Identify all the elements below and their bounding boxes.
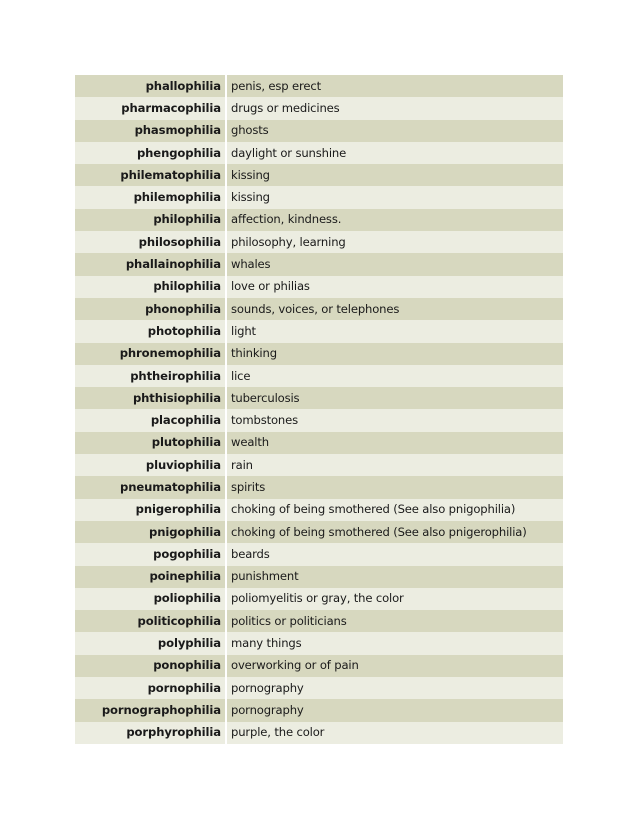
term-cell: polyphilia [75, 632, 226, 654]
table-row [75, 97, 563, 119]
table-row [75, 231, 563, 253]
term-cell: phengophilia [75, 142, 226, 164]
definition-cell: kissing [231, 190, 270, 205]
definition-cell: spirits [231, 479, 266, 494]
definition-cell: pornography [231, 702, 304, 717]
table-row [75, 722, 563, 744]
definition-cell: sounds, voices, or telephones [231, 301, 400, 316]
table-row [75, 75, 563, 97]
table-row [75, 677, 563, 699]
term-cell: phonophilia [75, 298, 226, 320]
definition-cell: love or philias [231, 279, 310, 294]
definition-cell: penis, esp erect [231, 78, 321, 93]
definition-cell: rain [231, 457, 253, 472]
term-cell: politicophilia [75, 610, 226, 632]
term-cell: phronemophilia [75, 343, 226, 365]
definition-cell: ghosts [231, 123, 269, 138]
term-cell: ponophilia [75, 655, 226, 677]
term-cell: pogophilia [75, 543, 226, 565]
definition-cell: philosophy, learning [231, 234, 346, 249]
definition-cell: punishment [231, 569, 299, 584]
definition-cell: overworking or of pain [231, 658, 359, 673]
definition-cell: tuberculosis [231, 390, 300, 405]
term-cell: placophilia [75, 409, 226, 431]
table-row [75, 387, 563, 409]
definition-cell: kissing [231, 167, 270, 182]
definition-cell: poliomyelitis or gray, the color [231, 591, 404, 606]
definition-cell: drugs or medicines [231, 100, 340, 115]
term-cell: porphyrophilia [75, 722, 226, 744]
table-row [75, 566, 563, 588]
definition-cell: beards [231, 546, 270, 561]
table-row [75, 588, 563, 610]
term-cell: poinephilia [75, 566, 226, 588]
table-row [75, 276, 563, 298]
table-row [75, 632, 563, 654]
table-row [75, 521, 563, 543]
term-cell: philemophilia [75, 186, 226, 208]
table-row [75, 320, 563, 342]
term-cell: pnigerophilia [75, 499, 226, 521]
definition-cell: light [231, 323, 256, 338]
term-cell: phallophilia [75, 75, 226, 97]
table-row [75, 253, 563, 275]
definition-cell: choking of being smothered (See also pnigophilia) [231, 502, 516, 517]
term-cell: pnigophilia [75, 521, 226, 543]
table-row [75, 209, 563, 231]
term-cell: pharmacophilia [75, 97, 226, 119]
definition-cell: pornography [231, 680, 304, 695]
philia-glossary-table [75, 75, 563, 744]
term-cell: phthisiophilia [75, 387, 226, 409]
table-row [75, 343, 563, 365]
term-cell: phtheirophilia [75, 365, 226, 387]
term-cell: philosophilia [75, 231, 226, 253]
table-row [75, 543, 563, 565]
definition-cell: tombstones [231, 413, 298, 428]
term-cell: poliophilia [75, 588, 226, 610]
table-row [75, 186, 563, 208]
term-cell: pluviophilia [75, 454, 226, 476]
definition-cell: daylight or sunshine [231, 145, 347, 160]
term-cell: phallainophilia [75, 253, 226, 275]
term-cell: philophilia [75, 209, 226, 231]
table-row [75, 298, 563, 320]
definition-cell: lice [231, 368, 251, 383]
table-row [75, 499, 563, 521]
definition-cell: choking of being smothered (See also pnigerophilia) [231, 524, 527, 539]
definition-cell: politics or politicians [231, 613, 347, 628]
table-row [75, 365, 563, 387]
table-row [75, 655, 563, 677]
table-row [75, 699, 563, 721]
term-cell: plutophilia [75, 432, 226, 454]
term-cell: philophilia [75, 276, 226, 298]
table-row [75, 164, 563, 186]
table-row [75, 409, 563, 431]
term-cell: philematophilia [75, 164, 226, 186]
definition-cell: many things [231, 636, 302, 651]
term-cell: pornographophilia [75, 699, 226, 721]
definition-cell: whales [231, 257, 271, 272]
term-cell: photophilia [75, 320, 226, 342]
table-row [75, 142, 563, 164]
table-row [75, 610, 563, 632]
glossary-body [75, 75, 563, 744]
table-row [75, 432, 563, 454]
definition-cell: wealth [231, 435, 269, 450]
definition-cell: purple, the color [231, 725, 325, 740]
definition-cell: affection, kindness. [231, 212, 342, 227]
term-cell: pneumatophilia [75, 476, 226, 498]
table-row [75, 120, 563, 142]
term-cell: pornophilia [75, 677, 226, 699]
table-row [75, 476, 563, 498]
definition-cell: thinking [231, 346, 277, 361]
table-row [75, 454, 563, 476]
term-cell: phasmophilia [75, 120, 226, 142]
